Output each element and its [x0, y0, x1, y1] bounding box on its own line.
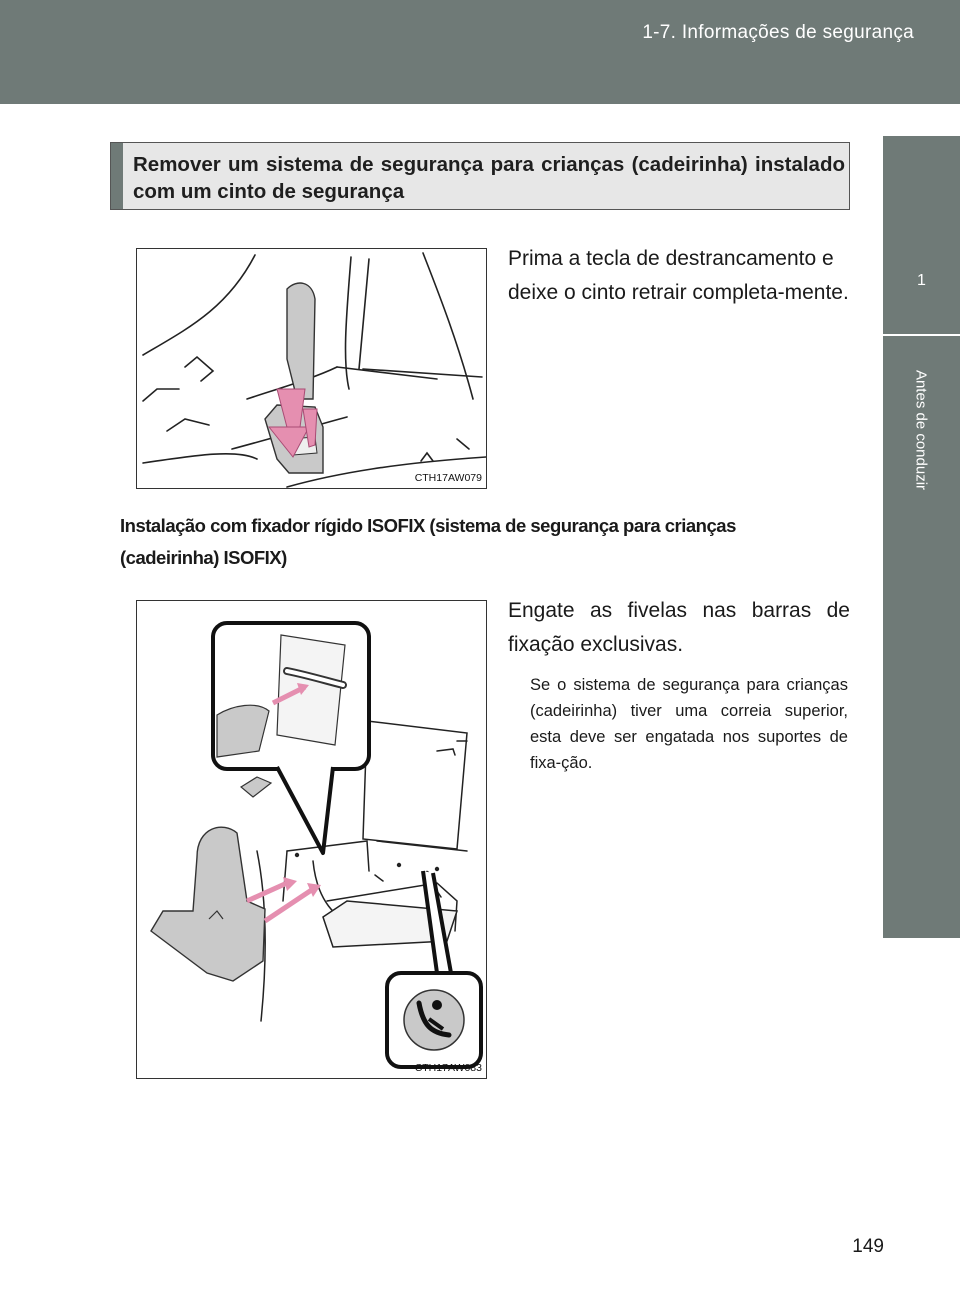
- side-chapter-label: Antes de conduzir: [912, 369, 930, 491]
- figure-isofix-installation: [136, 600, 487, 1079]
- subsection-heading: Instalação com fixador rígido ISOFIX (sistema de segurança para crianças (cadeirinha) ISOFIX): [120, 515, 736, 568]
- side-chapter-tab: [883, 136, 960, 938]
- step1-text: Prima a tecla de destrancamento e deixe o cinto retrair completa-mente.: [508, 247, 849, 304]
- isofix-illustration: [137, 601, 486, 1078]
- step2-note: Se o sistema de segurança para crianças (cadeirinha) tiver uma correia superior, esta deve ser engatada nos suportes de fixa-ção.: [530, 676, 848, 772]
- header-section-title: 1-7. Informações de segurança: [642, 22, 914, 43]
- seatbelt-illustration: [137, 249, 486, 488]
- section-heading-box: [110, 142, 850, 210]
- heading-accent-bar: [111, 143, 123, 209]
- figure-seatbelt-release: [136, 248, 487, 489]
- figure-code: CTH17AW083: [414, 1062, 482, 1074]
- header-bar: [0, 0, 960, 104]
- side-tab-divider: [883, 334, 960, 336]
- page-number: 149: [852, 1236, 884, 1257]
- section-heading: Remover um sistema de segurança para crianças (cadeirinha) instalado com um cinto de segurança: [133, 153, 845, 203]
- side-chapter-number: 1: [917, 272, 926, 289]
- figure-code: CTH17AW079: [414, 472, 482, 484]
- step2-text: Engate as fivelas nas barras de fixação exclusivas.: [508, 599, 850, 656]
